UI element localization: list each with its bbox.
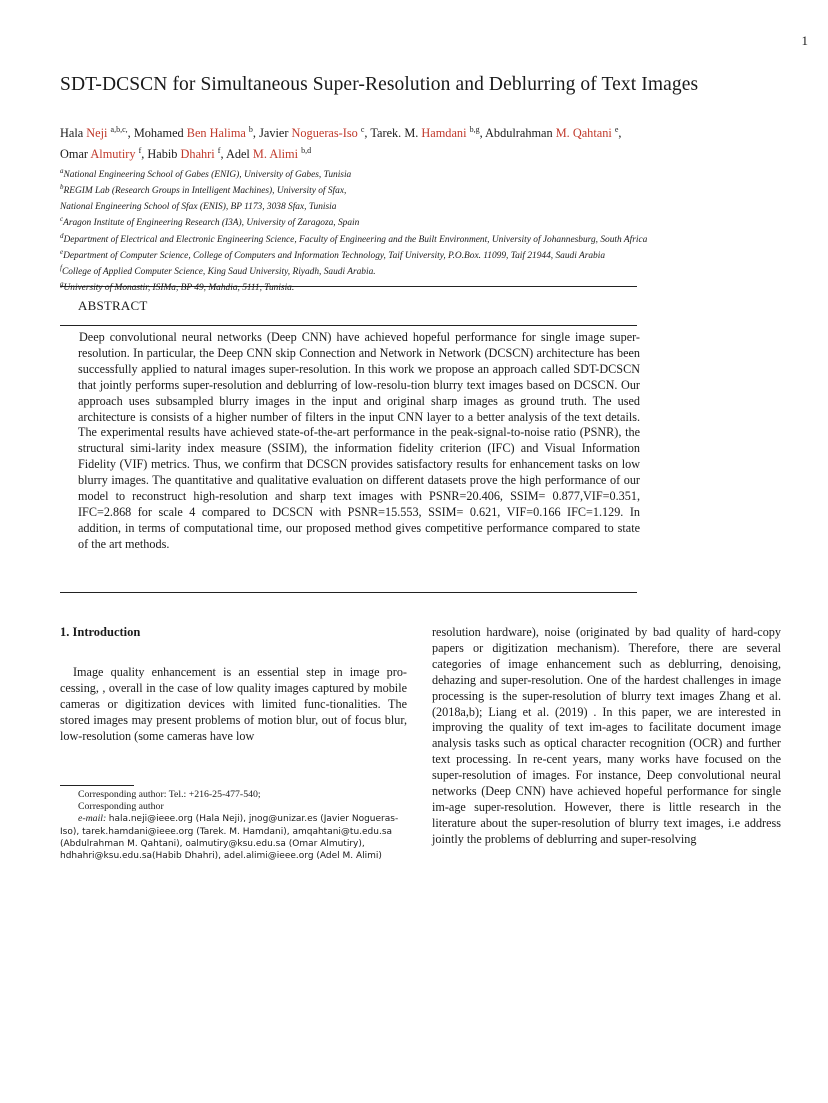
rule-below-abstract-heading (60, 325, 637, 326)
affiliation-text: National Engineering School of Sfax (ENIS), BP 1173, 3038 Sfax, Tunisia (60, 202, 337, 213)
affiliation-mark: f (60, 263, 62, 272)
footnote-corresponding: Corresponding author (78, 801, 164, 813)
author-sup: f (138, 146, 142, 156)
footnote-tel: Corresponding author: Tel.: +216-25-477-540; (78, 789, 261, 800)
author-sep: , (220, 147, 226, 162)
author-given: Hala (60, 126, 84, 141)
author (259, 126, 370, 140)
author-sep: , (479, 126, 486, 141)
affiliation (60, 246, 820, 262)
author-given: Mohamed (133, 126, 184, 141)
footnote-rule (60, 785, 134, 786)
author-sup: c (360, 125, 365, 134)
author-given: Omar (60, 147, 88, 162)
affiliation (60, 213, 820, 229)
affiliation-text: National Engineering School of Gabes (ENIG), University of Gabes, Tunisia (63, 170, 352, 181)
author-sup: b,g (469, 125, 480, 134)
author-surname[interactable]: Almutiry (90, 147, 136, 162)
affiliation-mark: a (60, 167, 64, 175)
abstract-heading: ABSTRACT (78, 298, 148, 313)
affiliation-text: Aragon Institute of Engineering Research (I3A), University of Zaragoza, Spain (63, 218, 360, 229)
affiliation-text: Department of Electrical and Electronic Engineering Science, Faculty of Engineering and the Built Environment, University of Johannesburg, South Africa (63, 234, 648, 245)
page-number: 1 (801, 33, 808, 48)
author-given: Abdulrahman (485, 126, 553, 141)
author-list (60, 121, 780, 163)
author-surname[interactable]: M. Alimi (252, 147, 299, 162)
author (60, 126, 134, 140)
affiliation (60, 165, 820, 181)
affiliation-mark: g (60, 279, 64, 288)
author (60, 147, 147, 161)
author-surname[interactable]: M. Qahtani (555, 126, 612, 141)
left-column (60, 625, 407, 744)
affiliation-mark: e (60, 247, 64, 256)
right-column (432, 625, 781, 848)
rule-below-abstract (60, 592, 637, 593)
author (147, 147, 226, 161)
affiliation-mark: b (60, 183, 64, 192)
affiliation-list (60, 165, 820, 294)
affiliation-text: College of Applied Computer Science, King Saud University, Riyadh, Saudi Arabia. (61, 266, 376, 277)
author (485, 126, 621, 140)
author-surname[interactable]: Dhahri (180, 147, 215, 162)
author-given: Adel (225, 147, 250, 162)
rule-above-abstract (60, 286, 637, 287)
author-given: Javier (259, 126, 289, 141)
author-sup: f (217, 146, 221, 156)
footnote-emails (60, 813, 410, 862)
author-surname[interactable]: Ben Halima (186, 126, 246, 141)
author-sup: b,d (301, 146, 312, 156)
author (226, 147, 311, 161)
author-sep: , (618, 126, 622, 141)
author-sep: , (141, 147, 148, 162)
affiliation-mark: d (60, 231, 64, 240)
author-sep: , (364, 126, 371, 141)
section-heading: 1. Introduction (60, 625, 141, 639)
affiliation-text: University of Monastir, ISIMa, BP 49, Mahdia, 5111, Tunisia. (63, 283, 295, 293)
email-label: e-mail: (78, 813, 107, 825)
author-sep: , (127, 126, 134, 141)
affiliation (60, 197, 820, 213)
footnote (60, 785, 410, 862)
abstract-text: Deep convolutional neural networks (Deep CNN) have achieved hopeful performance for single image super-resolution. In particular, the Deep CNN skip Connection and Network in Network (DCSCN) architecture has been successfully applied to natural images super-resolution. In this work we propose an approach called SDT-DCSCN that jointly performs super-resolution and deblurring of low-resolu-tion blurry text images based on DCSCN. Our approach uses subsampled blurry images in the input and original sharp images as ground truth. The used architecture is consists of a higher number of filters in the input CNN layer to a better analysis of the text details. The experimental results have achieved state-of-the-art performance in the peak-signal-to-noise ratio (PSNR), the structural simi-larity index measure (SSIM), the information fidelity criterion (IFC) and Visual Information Fidelity (VIF) metrics. Thus, we confirm that DCSCN provides satisfactory results for enhancement tasks on low blurry images. The quantitative and qualitative evaluation on different datasets prove the high performance of our model to reconstruct high-resolution and sharp text images with PSNR=20.406, SSIM= 0.877,VIF=0.351, IFC=2.868 for scale 4 compared to DCSCN with PSNR=15.553, SSIM= 0.621, VIF=0.166 IFC=1.129. In addition, in terms of computational time, our proposed method gives competitive performance compared to state of the art methods. (78, 330, 640, 551)
affiliation (60, 181, 820, 197)
author-given: Tarek. M. (370, 126, 419, 141)
author-sep: , (252, 126, 260, 141)
author-surname[interactable]: Neji (86, 126, 108, 141)
affiliation (60, 230, 820, 246)
author-sup: a,b,c, (110, 125, 128, 134)
affiliation-text: REGIM Lab (Research Groups in Intelligent Machines), University of Sfax, (63, 186, 347, 197)
affiliation-text: Department of Computer Science, College of Computers and Information Technology, Taif University, P.O.Box. 11099, Taif 21944, Saudi Arabia (63, 250, 606, 261)
author (370, 126, 485, 140)
intro-paragraph-left: Image quality enhancement is an essential step in image pro-cessing, , overall in the case of low quality images captured by mobile cameras or digitization devices with limited func-tionalities. The stored images may present problems of motion blur, out of focus blur, low-resolution (some cameras have low (60, 664, 407, 743)
paper-title: SDT-DCSCN for Simultaneous Super-Resolution and Deblurring of Text Images (60, 74, 699, 95)
affiliation (60, 262, 820, 278)
affiliation-mark: c (60, 215, 64, 224)
email-list[interactable]: hala.neji@ieee.org (Hala Neji), jnog@unizar.es (Javier Nogueras-Iso), tarek.hamdani@ieee.org (Tarek. M. Hamdani), amqahtani@tu.edu.sa (Abdulrahman M. Qahtani), oalmutiry@ksu.edu.sa (Omar Almutiry), hdhahri@ksu.edu.sa(Habib Dhahri), adel.alimi@ieee.org (Adel M. Alimi) (60, 814, 399, 862)
author-sup: b (248, 125, 253, 134)
author-given: Habib (147, 147, 178, 162)
author-surname[interactable]: Nogueras-Iso (291, 126, 358, 141)
author-surname[interactable]: Hamdani (421, 126, 467, 141)
author-sup: e (614, 125, 619, 134)
author (134, 126, 259, 140)
intro-paragraph-right: resolution hardware), noise (originated by bad quality of hard-copy papers or digitization mechanism). Therefore, there are several categories of image enhancement such as deblurring, denoising, dehazing and super-resolution. One of the hardest challenges in image processing is the super-resolution of blurry text images Zhang et al. (2018a,b); Liang et al. (2019) . In this paper, we are interested in improving the quality of text im-ages to facilitate document image analysis tasks such as optical character recognition (OCR) and further text processing. In re-cent years, many works have focused on the super-resolution of images. For instance, Deep convolutional neural networks (Deep CNN) have achieved hopeful performance for single im-age super-resolution. However, there is little research in the literature about the super-resolution of blurry text images, i.e address jointly the problems of deblurring and super-resolving (432, 625, 781, 846)
